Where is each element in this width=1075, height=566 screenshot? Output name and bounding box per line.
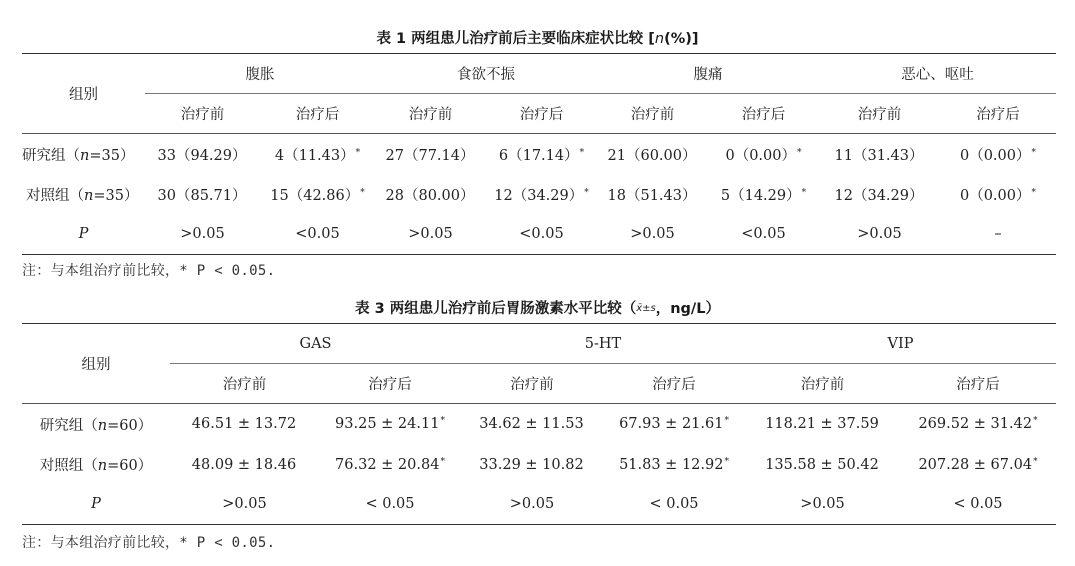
cell-value: 27（77.14）: [385, 147, 475, 164]
table1-sub-before: 治疗前: [180, 107, 225, 123]
cell-value: 11（31.43）: [834, 147, 924, 164]
cell-value: 21（60.00）: [607, 147, 697, 164]
table1-p-value: >0.05: [630, 226, 675, 243]
cell-value: 18（51.43）: [607, 188, 697, 204]
table3-header-row: [22, 324, 1056, 364]
table1-p-value: >0.05: [857, 226, 902, 243]
table1-sub-after: 治疗后: [741, 107, 786, 123]
table1-p-value: >0.05: [408, 226, 453, 243]
cell-value: 51.83 ± 12.92: [619, 456, 724, 473]
table1-cell: [486, 134, 597, 175]
cell-value: 12（34.29）: [834, 188, 924, 204]
table1-group-2: 食欲不振: [375, 54, 597, 94]
cell-value: 6（17.14）: [498, 147, 579, 164]
row-label-n: n: [80, 147, 90, 164]
table1: [22, 53, 1056, 255]
table3-caption-xs: x̄±s: [636, 303, 656, 314]
row-label-post: =60）: [107, 417, 153, 434]
table3: [22, 323, 1056, 525]
table3-p-value: >0.05: [222, 496, 267, 513]
table1-group-3: 腹痛: [597, 54, 819, 94]
cell-value: 5（14.29）: [720, 188, 801, 204]
table1-cell: [375, 134, 486, 175]
table1-row-control: [22, 175, 1056, 215]
table3-note: 注：与本组治疗前比较，* P < 0.05.: [22, 535, 276, 551]
table3-sub-after: 治疗后: [368, 377, 412, 393]
cell-value: 0（0.00）: [959, 147, 1031, 164]
cell-value: 46.51 ± 13.72: [191, 416, 297, 433]
table1-cell: [486, 175, 597, 215]
table1-row-study: [22, 134, 1056, 175]
table3-p-value: >0.05: [800, 496, 845, 513]
table1-cell: [145, 175, 260, 215]
cell-value: 0（0.00）: [725, 147, 796, 164]
row-label-n: n: [84, 188, 94, 204]
significance-mark: *: [1031, 188, 1036, 198]
significance-mark: *: [801, 188, 807, 198]
table3-row-label: [22, 445, 170, 485]
table1-cell: [597, 134, 708, 175]
table3-cell: [603, 404, 745, 445]
table1-sub-before: 治疗前: [857, 107, 902, 123]
cell-value: 135.58 ± 50.42: [765, 456, 879, 473]
table3-p-value: < 0.05: [365, 496, 415, 513]
table3-sub-before: 治疗前: [800, 377, 845, 393]
table1-p-value: <0.05: [295, 226, 340, 243]
table3-sub-after: 治疗后: [652, 377, 696, 393]
cell-value: 93.25 ± 24.11: [335, 416, 440, 433]
table1-group-1: 腹胀: [145, 54, 375, 94]
table3-cell: [745, 445, 900, 485]
table1-p-label: P: [78, 226, 89, 243]
table3-row-label: [22, 404, 170, 445]
table1-p-value: <0.05: [519, 226, 564, 243]
table1-cell: [145, 134, 260, 175]
cell-value: 33.29 ± 10.82: [479, 456, 584, 473]
significance-mark: *: [1031, 147, 1036, 158]
table3-cell: [319, 445, 461, 485]
table3-sub-before: 治疗前: [510, 377, 554, 393]
table1-row-label: [22, 175, 145, 215]
row-label-pre: 研究组（: [22, 147, 80, 164]
table3-cell: [170, 404, 319, 445]
table3-group-header: 组别: [81, 357, 111, 373]
significance-mark: *: [360, 188, 365, 198]
cell-value: 28（80.00）: [385, 188, 475, 204]
significance-mark: *: [1033, 416, 1038, 427]
table3-group-5ht: 5-HT: [461, 324, 745, 364]
cell-value: 33（94.29）: [157, 147, 247, 164]
table3-caption: [0, 297, 1075, 318]
table1-sub-after: 治疗后: [519, 107, 564, 123]
table1-cell: [819, 134, 940, 175]
row-label-pre: 研究组（: [39, 417, 98, 434]
table3-row-study: [22, 404, 1056, 445]
table1-caption-suffix: (%)]: [664, 31, 699, 47]
row-label-n: n: [97, 417, 108, 434]
table1-cell: [260, 134, 375, 175]
table3-cell: [603, 445, 745, 485]
table1-subheader-row: [22, 94, 1056, 134]
row-label-n: n: [97, 458, 108, 474]
cell-value: 67.93 ± 21.61: [619, 416, 724, 433]
table1-group-header: 组别: [69, 87, 98, 103]
table1-sub-after: 治疗后: [295, 107, 340, 123]
table1-cell: [375, 175, 486, 215]
table1-sub-before: 治疗前: [630, 107, 675, 123]
significance-mark: *: [1033, 456, 1038, 467]
table1-sub-after: 治疗后: [976, 107, 1020, 123]
table3-p-label: P: [91, 496, 101, 513]
cell-value: 4（11.43）: [274, 147, 355, 164]
table3-cell: [900, 404, 1056, 445]
table1-cell: [260, 175, 375, 215]
table3-group-gas: GAS: [170, 324, 461, 364]
table3-cell: [461, 404, 603, 445]
cell-value: 207.28 ± 67.04: [918, 456, 1033, 473]
cell-value: 15（42.86）: [270, 188, 360, 204]
row-label-post: =60）: [107, 458, 153, 474]
row-label-post: =35）: [93, 188, 139, 204]
table3-cell: [170, 445, 319, 485]
table3-row-p: [22, 485, 1056, 525]
table1-p-value: <0.05: [741, 226, 786, 243]
table3-caption-prefix: 表 3 两组患儿治疗前后胃肠激素水平比较（: [355, 301, 637, 317]
cell-value: 34.62 ± 11.53: [479, 416, 584, 433]
significance-mark: *: [724, 416, 729, 427]
table3-cell: [461, 445, 603, 485]
table3-p-value: < 0.05: [649, 496, 699, 513]
table1-cell: [708, 175, 819, 215]
table3-subheader-row: [22, 364, 1056, 404]
cell-value: 12（34.29）: [494, 188, 584, 204]
significance-mark: *: [440, 416, 445, 427]
table3-sub-after: 治疗后: [956, 377, 1000, 393]
table1-caption-prefix: 表 1 两组患儿治疗前后主要临床症状比较 [: [376, 31, 655, 47]
cell-value: 0（0.00）: [959, 188, 1031, 204]
table3-sub-before: 治疗前: [222, 377, 267, 393]
table1-header-row: [22, 54, 1056, 94]
row-label-post: =35）: [89, 147, 135, 164]
table3-cell: [900, 445, 1056, 485]
table3-group-vip: VIP: [745, 324, 1056, 364]
table1-cell: [819, 175, 940, 215]
significance-mark: *: [584, 188, 589, 198]
table1-cell: [708, 134, 819, 175]
table1-p-value: –: [994, 226, 1002, 243]
table1-p-value: >0.05: [180, 226, 225, 243]
table1-group-4: 恶心、呕吐: [819, 54, 1056, 94]
table3-cell: [745, 404, 900, 445]
cell-value: 30（85.71）: [157, 188, 247, 204]
significance-mark: *: [579, 147, 585, 158]
table3-cell: [319, 404, 461, 445]
table1-cell: [597, 175, 708, 215]
significance-mark: *: [797, 147, 802, 158]
table1-cell: [940, 134, 1056, 175]
cell-value: 118.21 ± 37.59: [765, 416, 879, 433]
table1-sub-before: 治疗前: [408, 107, 453, 123]
table1-cell: [940, 175, 1056, 215]
cell-value: 269.52 ± 31.42: [918, 416, 1033, 433]
table1-caption: [0, 27, 1075, 48]
table1-row-p: [22, 215, 1056, 255]
table1-row-label: [22, 134, 145, 175]
cell-value: 48.09 ± 18.46: [191, 456, 297, 473]
table3-row-control: [22, 445, 1056, 485]
table1-caption-n: n: [654, 31, 665, 47]
significance-mark: *: [440, 456, 445, 467]
table1-note: 注：与本组治疗前比较，* P < 0.05.: [22, 263, 276, 279]
table3-p-value: >0.05: [509, 496, 555, 513]
significance-mark: *: [355, 147, 361, 158]
significance-mark: *: [724, 456, 729, 467]
table3-p-value: < 0.05: [953, 496, 1003, 513]
table3-caption-suffix: ，ng/L）: [655, 301, 720, 317]
row-label-pre: 对照组（: [39, 458, 98, 474]
row-label-pre: 对照组（: [26, 188, 84, 204]
cell-value: 76.32 ± 20.84: [335, 456, 440, 473]
